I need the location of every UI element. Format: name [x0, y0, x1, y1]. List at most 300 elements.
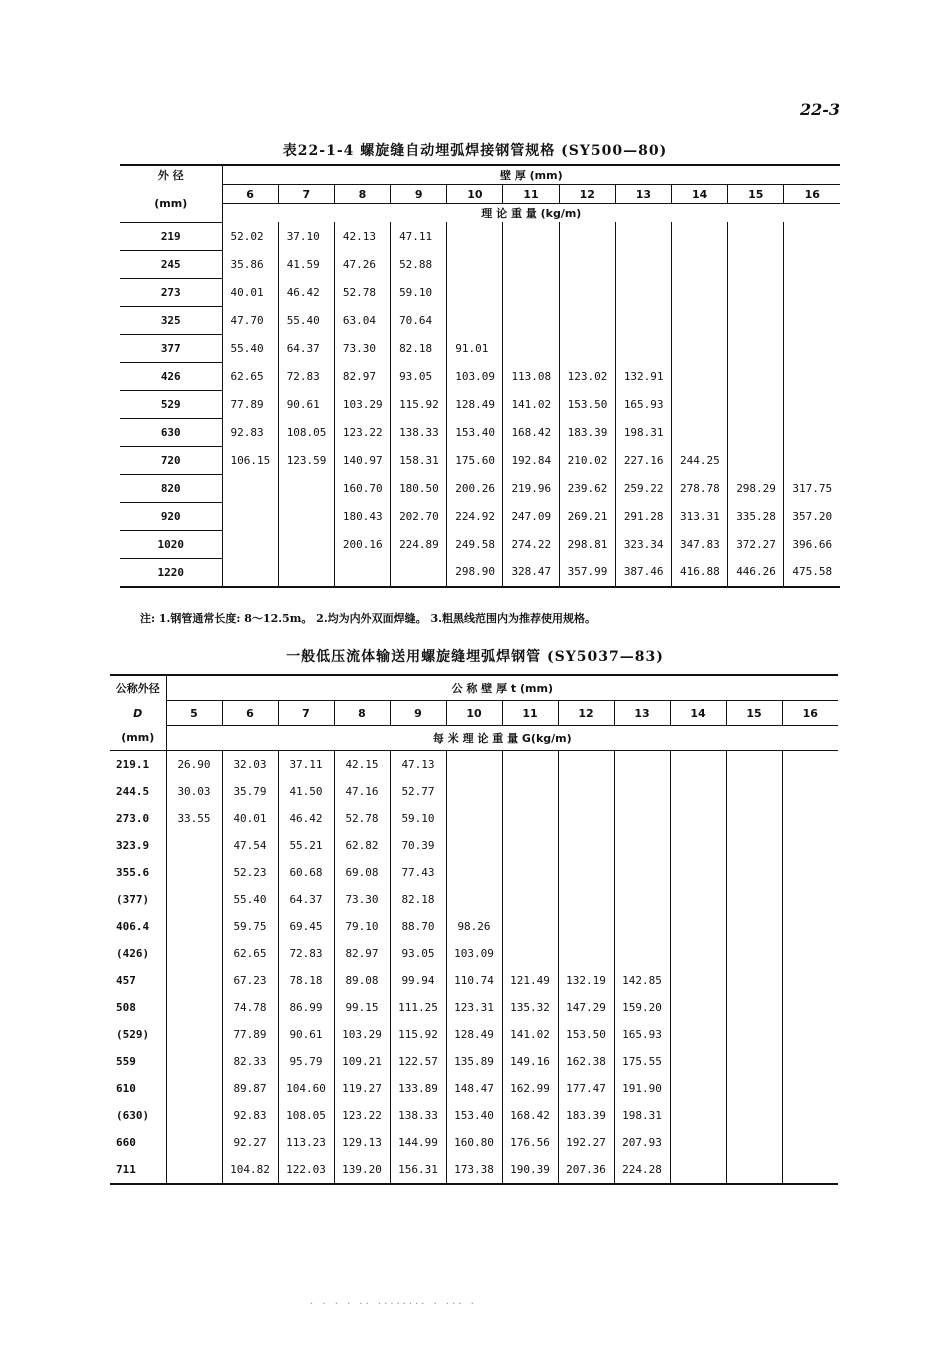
- outer-diameter: 426: [120, 362, 222, 390]
- table-row: [120, 390, 840, 418]
- nominal-diameter: 323.9: [116, 839, 150, 852]
- table-row: [110, 805, 838, 832]
- thickness-header: 5: [166, 701, 222, 726]
- weight-cell: 110.74: [446, 967, 502, 994]
- table-row: [120, 278, 840, 306]
- weight-cell: 328.47: [503, 558, 559, 587]
- weight-cell: 159.20: [614, 994, 670, 1021]
- table-row: [110, 832, 838, 859]
- weight-cell: [166, 1075, 222, 1102]
- weight-cell: 175.60: [447, 446, 503, 474]
- weight-cell: [615, 306, 671, 334]
- weight-cell: 153.40: [446, 1102, 502, 1129]
- weight-cell: 104.60: [278, 1075, 334, 1102]
- weight-cell: [166, 967, 222, 994]
- weight-cell: [784, 334, 840, 362]
- weight-cell: [447, 306, 503, 334]
- weight-cell: [447, 250, 503, 278]
- weight-cell: 239.62: [559, 474, 615, 502]
- weight-cell: [726, 886, 782, 913]
- weight-cell: [502, 913, 558, 940]
- weight-cell: [222, 502, 278, 530]
- table-row: [110, 859, 838, 886]
- weight-cell: 89.08: [334, 967, 390, 994]
- weight-cell: 59.10: [391, 278, 447, 306]
- weight-cell: 70.39: [390, 832, 446, 859]
- weight-cell: 52.78: [334, 278, 390, 306]
- weight-cell: [614, 832, 670, 859]
- weight-cell: 148.47: [446, 1075, 502, 1102]
- weight-cell: 55.21: [278, 832, 334, 859]
- weight-cell: 108.05: [278, 1102, 334, 1129]
- weight-cell: 62.65: [222, 362, 278, 390]
- outer-diameter: 1220: [120, 558, 222, 587]
- weight-cell: 291.28: [615, 502, 671, 530]
- weight-cell: [166, 886, 222, 913]
- outer-diameter: 820: [120, 474, 222, 502]
- weight-cell: 123.02: [559, 362, 615, 390]
- nominal-diameter: 244.5: [116, 785, 150, 798]
- weight-cell: 52.78: [334, 805, 390, 832]
- weight-cell: [558, 886, 614, 913]
- weight-cell: [672, 418, 728, 446]
- weight-cell: 77.89: [222, 390, 278, 418]
- weight-cell: 198.31: [614, 1102, 670, 1129]
- weight-cell: [166, 994, 222, 1021]
- weight-cell: 64.37: [278, 886, 334, 913]
- weight-cell: 47.54: [222, 832, 278, 859]
- thickness-header: 9: [391, 185, 447, 204]
- weight-cell: 77.89: [222, 1021, 278, 1048]
- table-row: [120, 306, 840, 334]
- weight-cell: 153.50: [558, 1021, 614, 1048]
- outer-diameter: 1020: [120, 530, 222, 558]
- weight-cell: 69.45: [278, 913, 334, 940]
- weight-cell: [558, 940, 614, 967]
- weight-cell: 416.88: [672, 558, 728, 587]
- weight-cell: 175.55: [614, 1048, 670, 1075]
- thickness-header: 14: [670, 701, 726, 726]
- weight-cell: 60.68: [278, 859, 334, 886]
- weight-cell: 103.29: [334, 390, 390, 418]
- weight-cell: 109.21: [334, 1048, 390, 1075]
- table-row: [120, 250, 840, 278]
- weight-cell: 192.27: [558, 1129, 614, 1156]
- weight-cell: [672, 306, 728, 334]
- weight-cell: [784, 362, 840, 390]
- table-row: [110, 751, 838, 779]
- weight-cell: 173.38: [446, 1156, 502, 1184]
- thickness-header: 13: [614, 701, 670, 726]
- weight-cell: 227.16: [615, 446, 671, 474]
- header-unit: (mm): [154, 196, 188, 210]
- weight-cell: 323.34: [615, 530, 671, 558]
- table-row: [120, 334, 840, 362]
- weight-cell: 219.96: [503, 474, 559, 502]
- weight-cell: [672, 222, 728, 250]
- weight-cell: 313.31: [672, 502, 728, 530]
- nominal-diameter: (630): [116, 1109, 150, 1122]
- weight-cell: [670, 859, 726, 886]
- thickness-header: 12: [558, 701, 614, 726]
- weight-cell: 144.99: [390, 1129, 446, 1156]
- weight-cell: 62.82: [334, 832, 390, 859]
- thickness-header: 14: [672, 185, 728, 204]
- weight-cell: 92.27: [222, 1129, 278, 1156]
- weight-cell: 46.42: [278, 805, 334, 832]
- nominal-diameter: 610: [116, 1082, 136, 1095]
- weight-cell: 103.29: [334, 1021, 390, 1048]
- weight-cell: 108.05: [278, 418, 334, 446]
- weight-cell: 99.94: [390, 967, 446, 994]
- weight-cell: [782, 832, 838, 859]
- thickness-header: 8: [334, 185, 390, 204]
- thickness-header: 11: [502, 701, 558, 726]
- weight-cell: [166, 913, 222, 940]
- weight-cell: 141.02: [503, 390, 559, 418]
- weight-cell: [558, 859, 614, 886]
- weight-cell: 132.91: [615, 362, 671, 390]
- weight-cell: 446.26: [728, 558, 784, 587]
- nominal-diameter: 660: [116, 1136, 136, 1149]
- weight-cell: [670, 1048, 726, 1075]
- weight-cell: 78.18: [278, 967, 334, 994]
- weight-cell: [784, 418, 840, 446]
- weight-cell: [670, 994, 726, 1021]
- weight-cell: [502, 940, 558, 967]
- weight-cell: [726, 1048, 782, 1075]
- weight-cell: [559, 334, 615, 362]
- weight-cell: 156.31: [390, 1156, 446, 1184]
- weight-cell: [166, 1156, 222, 1184]
- weight-cell: [726, 832, 782, 859]
- weight-cell: 317.75: [784, 474, 840, 502]
- weight-cell: 77.43: [390, 859, 446, 886]
- weight-cell: [726, 1129, 782, 1156]
- weight-cell: [166, 1048, 222, 1075]
- table-row: [110, 886, 838, 913]
- header-d: D: [133, 706, 143, 720]
- weight-cell: 298.81: [559, 530, 615, 558]
- table1-note: 注: 1.钢管通常长度: 8～12.5m。 2.均为内外双面焊缝。 3.粗黑线范围内为推荐使用规格。: [140, 612, 596, 625]
- thickness-header: 15: [726, 701, 782, 726]
- weight-cell: [726, 778, 782, 805]
- weight-cell: 33.55: [166, 805, 222, 832]
- weight-cell: [558, 751, 614, 779]
- weight-cell: [503, 222, 559, 250]
- weight-cell: [672, 278, 728, 306]
- weight-cell: 133.89: [390, 1075, 446, 1102]
- weight-cell: 52.02: [222, 222, 278, 250]
- thickness-header: 6: [222, 185, 278, 204]
- header-weight: 每 米 理 论 重 量 G(kg/m): [166, 726, 838, 751]
- thickness-header: 16: [784, 185, 840, 204]
- thickness-header: 6: [222, 701, 278, 726]
- weight-cell: 88.70: [390, 913, 446, 940]
- weight-cell: [784, 306, 840, 334]
- weight-cell: 55.40: [222, 334, 278, 362]
- weight-cell: [782, 751, 838, 779]
- weight-cell: 91.01: [447, 334, 503, 362]
- weight-cell: 224.28: [614, 1156, 670, 1184]
- weight-cell: 180.43: [334, 502, 390, 530]
- weight-cell: [503, 250, 559, 278]
- nominal-diameter: (426): [116, 947, 150, 960]
- weight-cell: [502, 886, 558, 913]
- weight-cell: 115.92: [391, 390, 447, 418]
- weight-cell: 372.27: [728, 530, 784, 558]
- weight-cell: 190.39: [502, 1156, 558, 1184]
- weight-cell: 82.97: [334, 362, 390, 390]
- page-number: 22-3: [800, 100, 841, 119]
- weight-cell: [166, 940, 222, 967]
- weight-cell: 357.99: [559, 558, 615, 587]
- weight-cell: [784, 250, 840, 278]
- weight-cell: [782, 1075, 838, 1102]
- weight-cell: 72.83: [278, 940, 334, 967]
- weight-cell: 192.84: [503, 446, 559, 474]
- weight-cell: 335.28: [728, 502, 784, 530]
- nominal-diameter: 219.1: [116, 758, 150, 771]
- thickness-header: 10: [446, 701, 502, 726]
- weight-cell: 138.33: [390, 1102, 446, 1129]
- weight-cell: [782, 805, 838, 832]
- outer-diameter: 920: [120, 502, 222, 530]
- weight-cell: [558, 805, 614, 832]
- weight-cell: 162.99: [502, 1075, 558, 1102]
- weight-cell: 42.13: [334, 222, 390, 250]
- weight-cell: 475.58: [784, 558, 840, 587]
- weight-cell: [670, 778, 726, 805]
- weight-cell: [614, 805, 670, 832]
- weight-cell: 135.32: [502, 994, 558, 1021]
- weight-cell: 72.83: [278, 362, 334, 390]
- table-row: [110, 940, 838, 967]
- weight-cell: [615, 278, 671, 306]
- weight-cell: 106.15: [222, 446, 278, 474]
- weight-cell: [446, 886, 502, 913]
- weight-cell: 259.22: [615, 474, 671, 502]
- weight-cell: [782, 1102, 838, 1129]
- weight-cell: [784, 278, 840, 306]
- weight-cell: [446, 832, 502, 859]
- weight-cell: [728, 390, 784, 418]
- weight-cell: [728, 418, 784, 446]
- weight-cell: [502, 751, 558, 779]
- weight-cell: 82.18: [391, 334, 447, 362]
- thickness-header: 11: [503, 185, 559, 204]
- nominal-diameter: 273.0: [116, 812, 150, 825]
- weight-cell: 122.03: [278, 1156, 334, 1184]
- weight-cell: 55.40: [222, 886, 278, 913]
- outer-diameter: 720: [120, 446, 222, 474]
- weight-cell: 40.01: [222, 805, 278, 832]
- weight-cell: 121.49: [502, 967, 558, 994]
- weight-cell: 41.59: [278, 250, 334, 278]
- weight-cell: [670, 913, 726, 940]
- table2-title: 一般低压流体输送用螺旋缝埋弧焊钢管 (SY5037—83): [286, 649, 664, 665]
- header-unit: (mm): [110, 726, 166, 751]
- weight-cell: [503, 278, 559, 306]
- thickness-header: 7: [278, 185, 334, 204]
- weight-cell: [166, 1129, 222, 1156]
- thickness-header: 16: [782, 701, 838, 726]
- weight-cell: [278, 502, 334, 530]
- weight-cell: [672, 390, 728, 418]
- weight-cell: [726, 940, 782, 967]
- thickness-header: 8: [334, 701, 390, 726]
- weight-cell: 82.18: [390, 886, 446, 913]
- nominal-diameter: 508: [116, 1001, 136, 1014]
- weight-cell: 183.39: [559, 418, 615, 446]
- weight-cell: [446, 805, 502, 832]
- table-row: [120, 558, 840, 587]
- weight-cell: 74.78: [222, 994, 278, 1021]
- weight-cell: 191.90: [614, 1075, 670, 1102]
- weight-cell: 140.97: [334, 446, 390, 474]
- weight-cell: 47.16: [334, 778, 390, 805]
- weight-cell: [782, 1129, 838, 1156]
- weight-cell: 95.79: [278, 1048, 334, 1075]
- weight-cell: 104.82: [222, 1156, 278, 1184]
- weight-cell: 59.10: [390, 805, 446, 832]
- weight-cell: 123.31: [446, 994, 502, 1021]
- footer-dots: . . . . .. ........ . ... .: [310, 1296, 477, 1307]
- table-row: [120, 502, 840, 530]
- weight-cell: [782, 886, 838, 913]
- weight-cell: [502, 832, 558, 859]
- weight-cell: [728, 250, 784, 278]
- weight-cell: 41.50: [278, 778, 334, 805]
- weight-cell: 347.83: [672, 530, 728, 558]
- weight-cell: [166, 1102, 222, 1129]
- weight-cell: [726, 994, 782, 1021]
- nominal-diameter: (377): [116, 893, 150, 906]
- weight-cell: [728, 306, 784, 334]
- weight-cell: [615, 222, 671, 250]
- weight-cell: 274.22: [503, 530, 559, 558]
- weight-cell: [782, 913, 838, 940]
- weight-cell: 103.09: [446, 940, 502, 967]
- weight-cell: 37.10: [278, 222, 334, 250]
- weight-cell: 165.93: [615, 390, 671, 418]
- table-row: [110, 1156, 838, 1184]
- weight-cell: 52.23: [222, 859, 278, 886]
- weight-cell: 153.40: [447, 418, 503, 446]
- weight-cell: 89.87: [222, 1075, 278, 1102]
- nominal-diameter: 559: [116, 1055, 136, 1068]
- weight-cell: [559, 278, 615, 306]
- weight-cell: [782, 778, 838, 805]
- weight-cell: 123.22: [334, 418, 390, 446]
- weight-cell: 128.49: [447, 390, 503, 418]
- table1-title: 表22-1-4 螺旋缝自动埋弧焊接钢管规格 (SY500—80): [282, 143, 668, 159]
- weight-cell: [726, 1021, 782, 1048]
- weight-cell: 47.70: [222, 306, 278, 334]
- thickness-header: 13: [615, 185, 671, 204]
- weight-cell: 177.47: [558, 1075, 614, 1102]
- weight-cell: [615, 334, 671, 362]
- outer-diameter: 245: [120, 250, 222, 278]
- weight-cell: [670, 805, 726, 832]
- weight-cell: 142.85: [614, 967, 670, 994]
- weight-cell: 141.02: [502, 1021, 558, 1048]
- weight-cell: [672, 334, 728, 362]
- weight-cell: [559, 250, 615, 278]
- table-row: [110, 967, 838, 994]
- weight-cell: 207.93: [614, 1129, 670, 1156]
- weight-cell: 298.29: [728, 474, 784, 502]
- weight-cell: 149.16: [502, 1048, 558, 1075]
- weight-cell: [558, 832, 614, 859]
- weight-cell: 113.23: [278, 1129, 334, 1156]
- table-row: [110, 1075, 838, 1102]
- weight-cell: 200.26: [447, 474, 503, 502]
- weight-cell: 47.26: [334, 250, 390, 278]
- header-weight: 理 论 重 量 (kg/m): [222, 204, 840, 223]
- weight-cell: [726, 1156, 782, 1184]
- weight-cell: 119.27: [334, 1075, 390, 1102]
- weight-cell: 46.42: [278, 278, 334, 306]
- table-row: [120, 446, 840, 474]
- weight-cell: [559, 306, 615, 334]
- weight-cell: 160.80: [446, 1129, 502, 1156]
- weight-cell: [670, 940, 726, 967]
- table-row: [110, 994, 838, 1021]
- weight-cell: 153.50: [559, 390, 615, 418]
- weight-cell: 63.04: [334, 306, 390, 334]
- weight-cell: 249.58: [447, 530, 503, 558]
- weight-cell: [503, 334, 559, 362]
- weight-cell: 207.36: [558, 1156, 614, 1184]
- weight-cell: [726, 805, 782, 832]
- weight-cell: [670, 1075, 726, 1102]
- thickness-header: 9: [390, 701, 446, 726]
- weight-cell: [391, 558, 447, 587]
- weight-cell: [670, 1129, 726, 1156]
- weight-cell: [672, 250, 728, 278]
- weight-cell: 79.10: [334, 913, 390, 940]
- weight-cell: [614, 940, 670, 967]
- weight-cell: [502, 859, 558, 886]
- weight-cell: [447, 278, 503, 306]
- weight-cell: [782, 1021, 838, 1048]
- nominal-diameter: 406.4: [116, 920, 150, 933]
- weight-cell: 90.61: [278, 390, 334, 418]
- weight-cell: [502, 805, 558, 832]
- weight-cell: [670, 1156, 726, 1184]
- weight-cell: [166, 832, 222, 859]
- weight-cell: 113.08: [503, 362, 559, 390]
- weight-cell: [222, 530, 278, 558]
- weight-cell: 73.30: [334, 334, 390, 362]
- weight-cell: [726, 913, 782, 940]
- weight-cell: 35.86: [222, 250, 278, 278]
- weight-cell: 168.42: [503, 418, 559, 446]
- weight-cell: [670, 1102, 726, 1129]
- weight-cell: [446, 778, 502, 805]
- weight-cell: [670, 1021, 726, 1048]
- weight-cell: 396.66: [784, 530, 840, 558]
- table-row: [110, 1021, 838, 1048]
- weight-cell: [672, 362, 728, 390]
- outer-diameter: 219: [120, 222, 222, 250]
- weight-cell: [728, 362, 784, 390]
- weight-cell: [614, 913, 670, 940]
- weight-cell: 47.11: [391, 222, 447, 250]
- table-row: [120, 418, 840, 446]
- header-thickness: 壁 厚 (mm): [222, 165, 840, 185]
